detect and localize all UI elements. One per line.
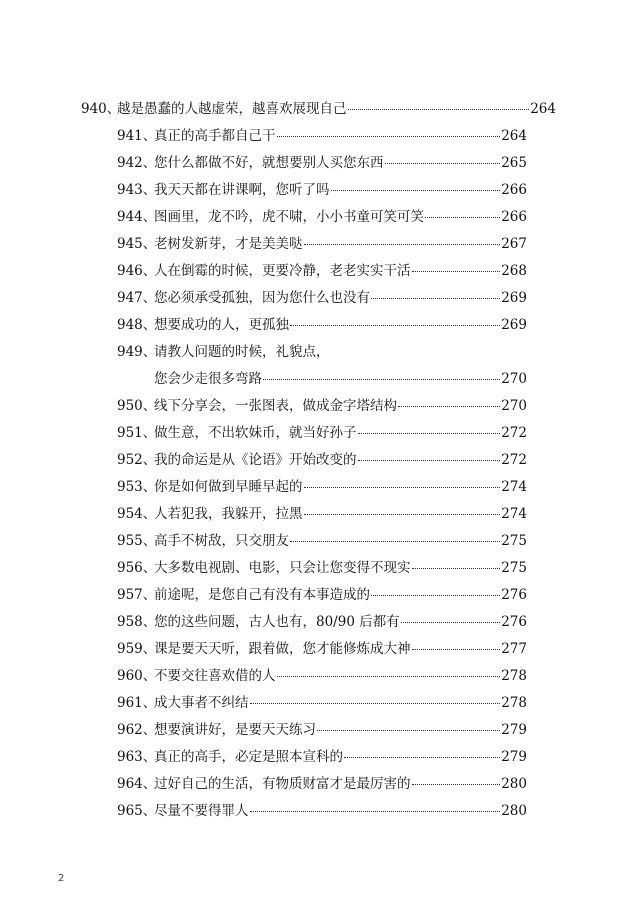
toc-entry[interactable] <box>117 586 527 604</box>
dot-leader <box>331 190 501 191</box>
toc-entry-title: 成大事者不纠结 <box>154 695 249 711</box>
toc-entry-page: 274 <box>501 506 527 522</box>
toc-entry[interactable] <box>117 397 527 415</box>
toc-entry-number: 950、 <box>117 398 157 414</box>
toc-entry-page: 280 <box>501 776 527 792</box>
toc-entry-number: 946、 <box>117 263 157 279</box>
toc-entry[interactable] <box>117 613 527 631</box>
toc-entry-title: 想要成功的人，更孤独 <box>154 317 289 333</box>
toc-entry-number: 951、 <box>117 425 157 441</box>
dot-leader <box>277 136 501 137</box>
toc-entry-page: 276 <box>501 587 527 603</box>
toc-entry[interactable] <box>117 802 527 820</box>
toc-entry-title: 做生意，不出软妹币，就当好孙子 <box>154 425 357 441</box>
toc-entry-title: 您什么都做不好，就想要别人买您东西 <box>154 155 384 171</box>
dot-leader <box>348 109 530 110</box>
toc-entry-title: 您的这些问题，古人也有，80/90 后都有 <box>154 614 400 630</box>
toc-entry-title: 请教人问题的时候，礼貌点， <box>154 344 330 360</box>
toc-entry-page: 266 <box>501 182 527 198</box>
toc-entry-number: 940、 <box>81 101 121 117</box>
dot-leader <box>263 379 500 380</box>
dot-leader <box>277 676 501 677</box>
toc-entry-title: 越是愚蠢的人越虚荣，越喜欢展现自己 <box>117 101 347 117</box>
dot-leader <box>304 514 501 515</box>
dot-leader <box>371 595 500 596</box>
dot-leader <box>358 433 501 434</box>
toc-entry-page: 279 <box>501 749 527 765</box>
toc-entry-title: 不要交往喜欢借的人 <box>154 668 276 684</box>
toc-entry-page: 270 <box>501 371 527 387</box>
toc-entry-page: 267 <box>501 236 527 252</box>
toc-entry-number: 945、 <box>117 236 157 252</box>
toc-entry-page: 268 <box>501 263 527 279</box>
toc-entry[interactable] <box>117 478 527 496</box>
toc-entry-number: 947、 <box>117 290 157 306</box>
toc-entry-number: 961、 <box>117 695 157 711</box>
toc-entry-number: 955、 <box>117 533 157 549</box>
toc-entry-title: 您会少走很多弯路 <box>154 371 262 387</box>
dot-leader <box>290 325 500 326</box>
toc-entry[interactable] <box>117 424 527 442</box>
toc-entry[interactable] <box>117 451 527 469</box>
toc-entry[interactable] <box>117 289 527 307</box>
toc-entry-title: 人若犯我，我躲开，拉黑 <box>154 506 303 522</box>
toc-entry-title: 真正的高手，必定是照本宣科的 <box>154 749 343 765</box>
toc-entry-page: 275 <box>501 560 527 576</box>
toc-entry[interactable] <box>117 343 527 361</box>
toc-entry-number: 962、 <box>117 722 157 738</box>
toc-entry-title: 高手不树敌，只交朋友 <box>154 533 289 549</box>
toc-entry-number: 953、 <box>117 479 157 495</box>
dot-leader <box>304 244 501 245</box>
toc-entry[interactable] <box>117 640 527 658</box>
toc-entry-number: 960、 <box>117 668 157 684</box>
toc-entry-page: 265 <box>501 155 527 171</box>
toc-entry-page: 278 <box>501 668 527 684</box>
toc-entry-page: 276 <box>501 614 527 630</box>
toc-entry-page: 279 <box>501 722 527 738</box>
dot-leader <box>344 757 500 758</box>
toc-entry-number: 954、 <box>117 506 157 522</box>
dot-leader <box>412 568 501 569</box>
toc-entry-continuation[interactable] <box>154 370 527 388</box>
toc-entry-title: 大多数电视剧、电影，只会让您变得不现实 <box>154 560 411 576</box>
toc-entry-page: 269 <box>501 317 527 333</box>
toc-entry[interactable] <box>117 262 527 280</box>
toc-entry-number: 957、 <box>117 587 157 603</box>
dot-leader <box>290 541 500 542</box>
toc-entry-number: 944、 <box>117 209 157 225</box>
toc-entry-number: 964、 <box>117 776 157 792</box>
dot-leader <box>250 811 501 812</box>
toc-entry-number: 956、 <box>117 560 157 576</box>
toc-entry-number: 948、 <box>117 317 157 333</box>
toc-entry[interactable] <box>117 505 527 523</box>
toc-entry[interactable] <box>81 100 556 118</box>
toc-entry[interactable] <box>117 667 527 685</box>
toc-entry-number: 958、 <box>117 614 157 630</box>
toc-entry[interactable] <box>117 694 527 712</box>
toc-entry[interactable] <box>117 559 527 577</box>
toc-entry[interactable] <box>117 154 527 172</box>
toc-entry-page: 280 <box>501 803 527 819</box>
dot-leader <box>412 649 501 650</box>
dot-leader <box>398 406 500 407</box>
dot-leader <box>425 217 500 218</box>
toc-entry-number: 952、 <box>117 452 157 468</box>
toc-entry-page: 278 <box>501 695 527 711</box>
dot-leader <box>358 460 501 461</box>
toc-entry-title: 我天天都在讲课啊，您听了吗 <box>154 182 330 198</box>
toc-entry-page: 274 <box>501 479 527 495</box>
toc-entry-number: 959、 <box>117 641 157 657</box>
toc-entry-page: 269 <box>501 290 527 306</box>
dot-leader <box>317 730 500 731</box>
toc-entry-title: 您必须承受孤独，因为您什么也没有 <box>154 290 370 306</box>
toc-entry-title: 老树发新芽，才是美美哒 <box>154 236 303 252</box>
toc-entry[interactable] <box>117 775 527 793</box>
toc-entry-page: 272 <box>501 452 527 468</box>
toc-entry[interactable] <box>117 316 527 334</box>
toc-entry[interactable] <box>117 127 527 145</box>
toc-entry-title: 图画里，龙不吟，虎不啸，小小书童可笑可笑 <box>154 209 424 225</box>
toc-entry-title: 线下分享会，一张图表，做成金字塔结构 <box>154 398 397 414</box>
toc-entry-title: 过好自己的生活，有物质财富才是最厉害的 <box>154 776 411 792</box>
toc-entry-title: 前途呢，是您自己有没有本事造成的 <box>154 587 370 603</box>
toc-entry-number: 965、 <box>117 803 157 819</box>
dot-leader <box>401 622 501 623</box>
toc-entry[interactable] <box>117 532 527 550</box>
toc-entry-page: 275 <box>501 533 527 549</box>
toc-entry-page: 264 <box>501 128 527 144</box>
dot-leader <box>250 703 501 704</box>
toc-entry-page: 266 <box>501 209 527 225</box>
toc-entry-title: 真正的高手都自己干 <box>154 128 276 144</box>
toc-entry-number: 943、 <box>117 182 157 198</box>
toc-entry-title: 课是要天天听，跟着做，您才能修炼成大神 <box>154 641 411 657</box>
toc-entry-number: 942、 <box>117 155 157 171</box>
toc-entry[interactable] <box>117 748 527 766</box>
toc-entry-page: 277 <box>501 641 527 657</box>
dot-leader <box>412 784 501 785</box>
toc-entry[interactable] <box>117 208 527 226</box>
dot-leader <box>385 163 501 164</box>
toc-entry-title: 尽量不要得罪人 <box>154 803 249 819</box>
toc-entry-page: 270 <box>501 398 527 414</box>
toc-entry-page: 272 <box>501 425 527 441</box>
toc-entry-page: 264 <box>530 101 556 117</box>
dot-leader <box>371 298 500 299</box>
toc-entry-title: 人在倒霉的时候，更要冷静，老老实实干活 <box>154 263 411 279</box>
toc-entry[interactable] <box>117 181 527 199</box>
dot-leader <box>412 271 501 272</box>
toc-entry[interactable] <box>117 721 527 739</box>
toc-entry[interactable] <box>117 235 527 253</box>
toc-entry-number: 941、 <box>117 128 157 144</box>
page-number-mark: 2 <box>58 873 65 884</box>
toc-entry-number: 963、 <box>117 749 157 765</box>
dot-leader <box>304 487 501 488</box>
toc-entry-title: 你是如何做到早睡早起的 <box>154 479 303 495</box>
toc-entry-title: 我的命运是从《论语》开始改变的 <box>154 452 357 468</box>
toc-entry-number: 949、 <box>117 344 157 360</box>
toc-entry-title: 想要演讲好，是要天天练习 <box>154 722 316 738</box>
